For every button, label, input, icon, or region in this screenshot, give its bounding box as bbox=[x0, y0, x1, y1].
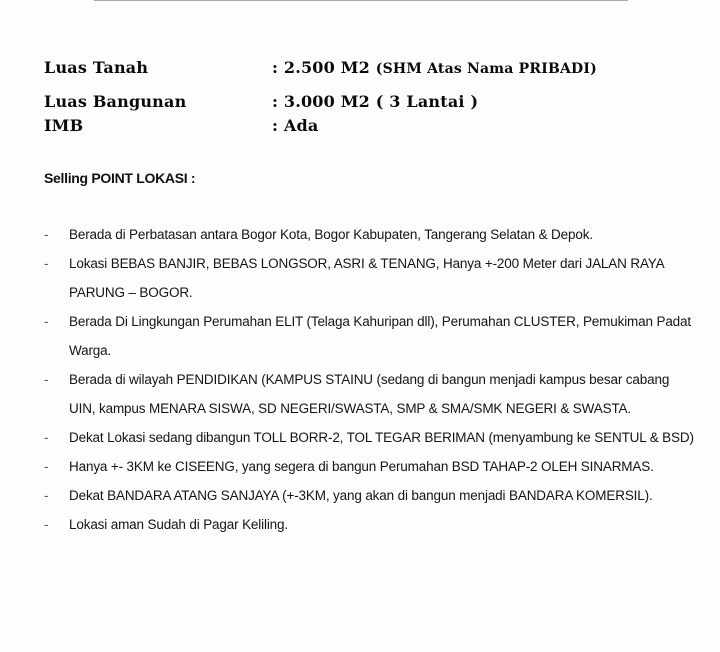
dash-bullet-icon: - bbox=[44, 256, 49, 271]
spec-value bbox=[272, 116, 318, 135]
spec-value-note: (SHM Atas Nama PRIBADI) bbox=[375, 61, 597, 77]
list-item-text: Dekat BANDARA ATANG SANJAYA (+-3KM, yang akan di bangun menjadi BANDARA KOMERSIL). bbox=[69, 488, 653, 503]
spec-label: IMB bbox=[44, 116, 84, 135]
list-item-text: Lokasi BEBAS BANJIR, BEBAS LONGSOR, ASRI & TENANG, Hanya +-200 Meter dari JALAN RAYA PARUNG – BOGOR. bbox=[69, 256, 664, 300]
dash-bullet-icon: - bbox=[44, 372, 49, 387]
list-item bbox=[44, 481, 694, 510]
spec-value bbox=[272, 58, 597, 77]
selling-point-list bbox=[44, 220, 694, 539]
selling-point-heading: Selling POINT LOKASI : bbox=[44, 170, 196, 186]
list-item bbox=[44, 220, 694, 249]
list-item bbox=[44, 510, 694, 539]
spec-label: Luas Bangunan bbox=[44, 92, 187, 111]
spec-value-main: : 2.500 M2 bbox=[272, 58, 376, 77]
list-item bbox=[44, 307, 694, 365]
list-item bbox=[44, 365, 694, 423]
list-item bbox=[44, 249, 694, 307]
dash-bullet-icon: - bbox=[44, 314, 49, 329]
list-item bbox=[44, 452, 694, 481]
dash-bullet-icon: - bbox=[44, 227, 49, 242]
dash-bullet-icon: - bbox=[44, 459, 49, 474]
spec-label: Luas Tanah bbox=[44, 58, 149, 77]
spec-value-main: : 3.000 M2 ( 3 Lantai ) bbox=[272, 92, 479, 111]
list-item-text: Dekat Lokasi sedang dibangun TOLL BORR-2, TOL TEGAR BERIMAN (menyambung ke SENTUL & BSD) bbox=[69, 430, 694, 445]
list-item-text: Berada di Perbatasan antara Bogor Kota, Bogor Kabupaten, Tangerang Selatan & Depok. bbox=[69, 227, 593, 242]
list-item-text: Lokasi aman Sudah di Pagar Keliling. bbox=[69, 517, 288, 532]
dash-bullet-icon: - bbox=[44, 488, 49, 503]
spec-value bbox=[272, 92, 478, 111]
list-item-text: Berada Di Lingkungan Perumahan ELIT (Telaga Kahuripan dll), Perumahan CLUSTER, Pemukiman Padat Warga. bbox=[69, 314, 692, 358]
spec-value-main: : Ada bbox=[272, 116, 319, 135]
list-item bbox=[44, 423, 694, 452]
dash-bullet-icon: - bbox=[44, 430, 49, 445]
list-item-text: Hanya +- 3KM ke CISEENG, yang segera di bangun Perumahan BSD TAHAP-2 OLEH SINARMAS. bbox=[69, 459, 654, 474]
list-item-text: Berada di wilayah PENDIDIKAN (KAMPUS STAINU (sedang di bangun menjadi kampus besar cabang UIN, kampus MENARA SISWA, SD NEGERI/SWASTA, SMP & SMA/SMK NEGERI & SWASTA. bbox=[69, 372, 670, 416]
dash-bullet-icon: - bbox=[44, 517, 49, 532]
top-divider bbox=[94, 0, 628, 1]
